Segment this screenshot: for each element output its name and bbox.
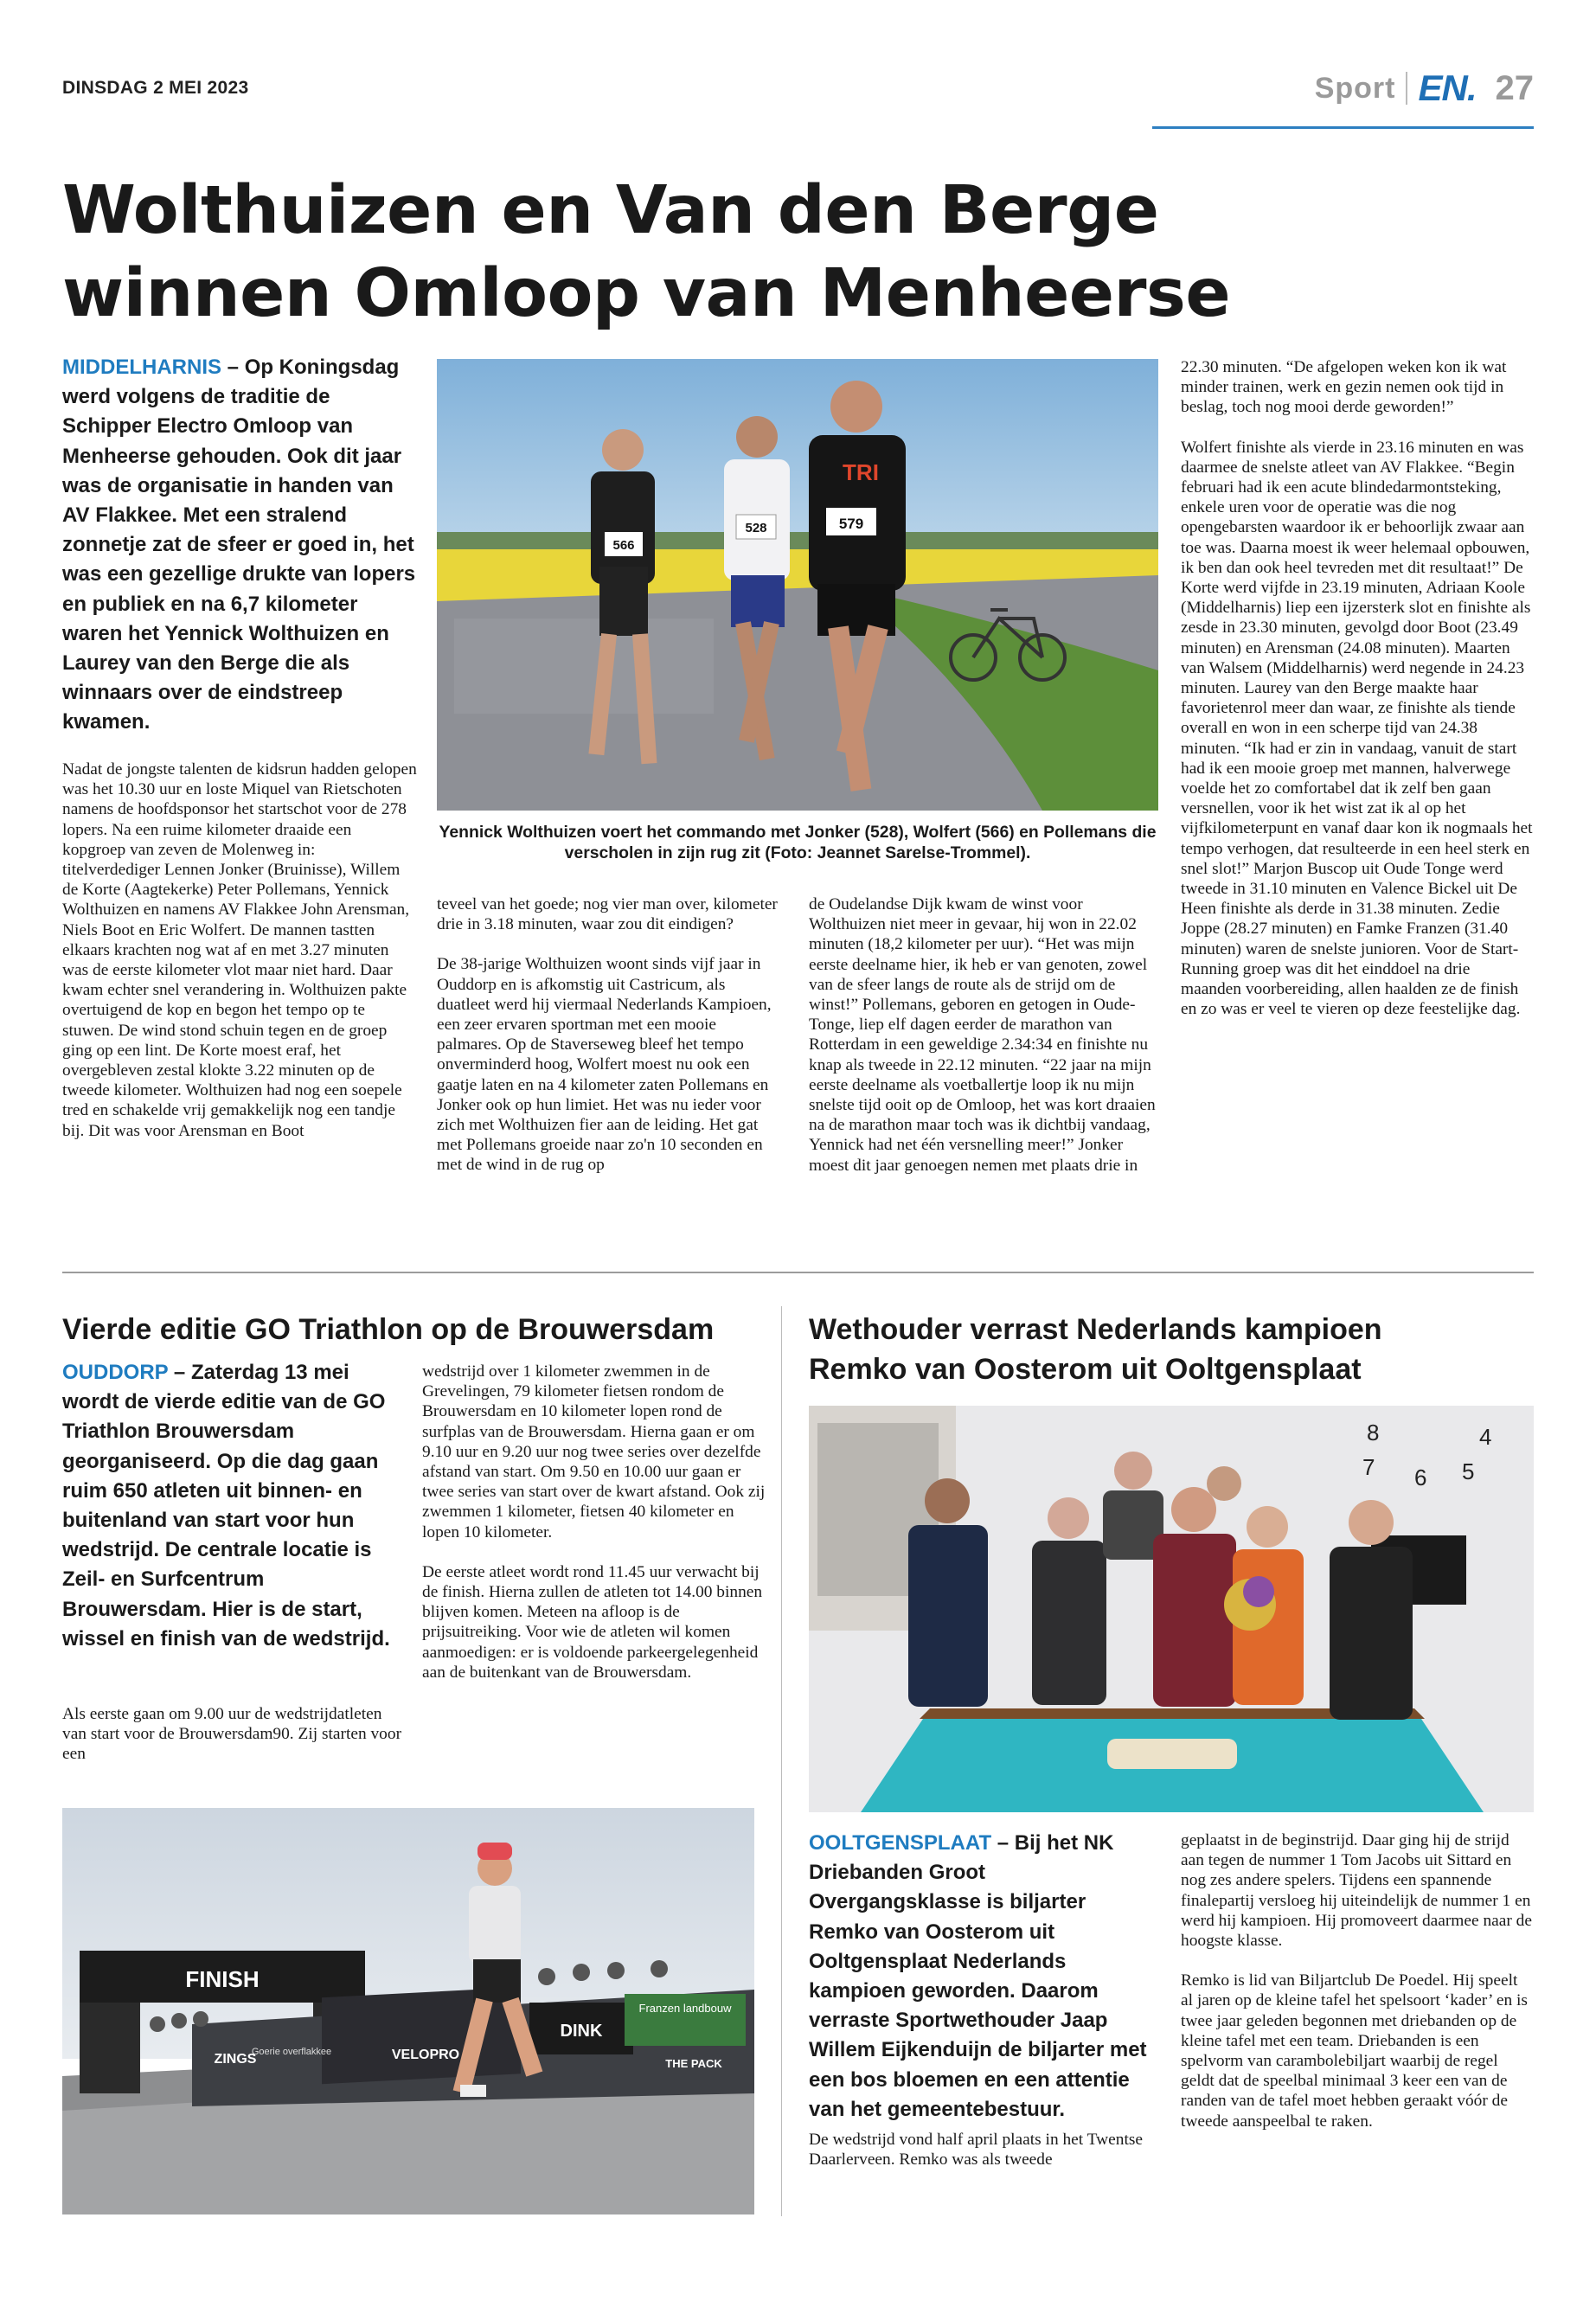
article1-col2-p2: De 38-jarige Wolthuizen woont sinds vijf jaar in Ouddorp en is afkomstig uit Castricum, als duatleet werd hij viermaal Nederlands Kampioen, een zeer ervaren sportman met een mooie palmares. Op de Staverseweg bleef het tempo onverminderd hoog, Wolfert moest nu ook een gaatje laten en na 4 kilometer zaten Pollemans en Jonker ook op hun limiet. Het was nu ieder voor zich met Wolthuizen fier aan de leiding. Het gat met Pollemans groeide naar zo'n 10 seconden en met de wind in de rug op (437, 955, 772, 1175)
article1-col4-p1: 22.30 minuten. “De afgelopen weken kon ik wat minder trainen, werk en gezin nemen ook tijd in beslag, toch nog mooi derde geworden!” (1181, 358, 1507, 417)
article3-col2-p1: geplaatst in de beginstrijd. Daar ging hij de strijd aan tegen de nummer 1 Tom Jacobs uit Sittard en nog zes andere spelers. Tijdens een spannende finalepartij versloeg hij uiteindelijk de nummer 1 en werd hij kampioen. Hij promoveert daarmee naar de hoogste klasse. (1181, 1831, 1532, 1951)
article3-headline-line-2: Remko van Oosterom uit Ooltgensplaat (809, 1353, 1362, 1386)
goerie-banner: Goerie overflakkee (251, 2047, 332, 2057)
wall-number-7: 7 (1362, 1454, 1375, 1480)
article1-col2-p1: teveel van het goede; nog vier man over, kilometer drie in 3.18 minuten, waar zou dit eindigen? (437, 895, 778, 934)
article1-col2 (437, 894, 780, 1176)
article2-col1-text: Als eerste gaan om 9.00 uur de wedstrijdatleten van start voor de Brouwersdam90. Zij starten voor een (62, 1705, 402, 1764)
article3-headline (809, 1310, 1535, 1389)
article1-col1 (62, 760, 417, 1141)
article3-kicker: OOLTGENSPLAAT (809, 1831, 992, 1855)
article2-col2-p2: De eerste atleet wordt rond 11.45 uur verwacht bij de finish. Hierna zullen de atleten tot 14.00 binnen blijven komen. Meteen na afloop is de prijsuitreiking. Voor wie de atleten wil komen aanmoedigen: er is voldoende parkeergelegenheid aan de buitenkant van de Brouwersdam. (422, 1562, 763, 1682)
wall-number-5: 5 (1462, 1458, 1475, 1484)
running-photo (437, 359, 1158, 811)
article3-col1 (809, 2130, 1155, 2170)
wall-number-6: 6 (1414, 1465, 1427, 1490)
article2-lead (62, 1358, 404, 1654)
bib-566: 566 (612, 538, 635, 553)
zings-banner: ZINGS (214, 2052, 257, 2067)
shirt-text: TRI (843, 459, 879, 485)
header-divider (1406, 72, 1407, 105)
article1-lead-text: – Op Koningsdag werd volgens de traditie de Schipper Electro Omloop van Menheerse gehouden. Ook dit jaar was de organisatie in handen van AV Flakkee. Met een stralend zonnetje zat de sfeer er goed in, het was een gezellige drukte van lopers en publiek en na 6,7 kilometer waren het Yennick Wolthuizen en Laurey van den Berge die als winnaars over de eindstreep kwamen. (62, 356, 416, 734)
wall-number-8: 8 (1367, 1420, 1380, 1445)
article1-col4 (1181, 357, 1534, 1020)
article2-lead-text: – Zaterdag 13 mei wordt de vierde editie van de GO Triathlon Brouwersdam georganiseerd. Op die dag gaan ruim 650 atleten uit binnen- en buitenland van start voor hun wedstrijd. De centrale locatie is Zeil- en Surfcentrum Brouwersdam. Hier is de start, wissel en finish van de wedstrijd. (62, 1361, 390, 1650)
article3-col2 (1181, 1830, 1534, 2131)
section-divider (62, 1272, 1534, 1273)
column-divider (781, 1306, 782, 2216)
article3-col2-p2: Remko is lid van Biljartclub De Poedel. Hij speelt al jaren op de kleine tafel het spelsoort ‘kader’ en is twee jaar geleden begonnen met driebanden op de kleine tafel met een team. Driebanden is een spelvorm van carambolebiljart waarbij de regel geldt dat de speelbal minimaal 3 keer een van de randen van de tafel moet hebben geraakt vóór de tweede aanspeelbal te raken. (1181, 1971, 1528, 2131)
thepack-banner: THE PACK (665, 2057, 722, 2070)
header-rule (1152, 126, 1534, 129)
article1-col3 (809, 894, 1158, 1176)
wall-number-4: 4 (1479, 1424, 1492, 1450)
article1-col3-text: de Oudelandse Dijk kwam de winst voor Wolthuizen niet meer in gevaar, hij won in 22.02 minuten (18,2 kilometer per uur). “Het was mijn eerste deelname hier, ik heb er van genoten, zowel van de sfeer langs de route als de strijd om de winst!” Pollemans, geboren en getogen in Oude-Tonge, liep elf dagen eerder de marathon van Rotterdam in een geweldige 2.34:34 en finishte nu knap als tweede in 22.12 minuten. “22 jaar na mijn eerste deelname als voetballertje loop ik nu mijn snelste tijd ooit op de Omloop, het was kort draaien na de marathon maar toch was ik dichtbij vandaag, Yennick had net één versnelling meer!” Jonker moest dit jaar genoegen nemen met plaats drie in (809, 895, 1156, 1175)
page-header-right (1315, 64, 1534, 112)
article3-col1-text: De wedstrijd vond half april plaats in het Twentse Daarlerveen. Remko was als tweede (809, 2131, 1144, 2170)
headline-line-2: winnen Omloop van Menheerse (62, 255, 1231, 332)
franzen-banner: Franzen landbouw (638, 2002, 732, 2015)
article1-col1-text: Nadat de jongste talenten de kidsrun hadden gelopen was het 10.30 uur en loste Miquel van Rietschoten namens de hoofdsponsor het startschot voor de 278 lopers. Na een ruime kilometer draaide een kopgroep van zeven de Molenweg in: titelverdediger Lennen Jonker (Bruinisse), Willem de Korte (Aagtekerke) Peter Pollemans, Yennick Wolthuizen en namens AV Flakkee John Arensman, Niels Boot en Eric Wolfert. De mannen tastten elkaars krachten nog wat af en met 3.27 minuten was de eerste kilometer vlot maar niet hard. Daar kwam echter snel verandering in. Wolthuizen pakte overtuigend de kop en begon het tempo op te stuwen. De wind stond schuin tegen en de groep ging op een lint. De Korte moest eraf, het overgebleven zestal klokte 3.22 minuten op de tweede kilometer. Wolthuizen had nog een soepele tred en schakelde vrij gemakkelijk nog een tandje bij. Dit was voor Arensman en Boot (62, 760, 417, 1140)
article2-headline: Vierde editie GO Triathlon op de Brouwersdam (62, 1313, 715, 1346)
article2-col1 (62, 1704, 404, 1765)
bib-579: 579 (838, 516, 864, 532)
headline-line-1: Wolthuizen en Van den Berge (62, 172, 1159, 249)
publication-logo: EN. (1418, 67, 1477, 108)
article3-lead-text: – Bij het NK Driebanden Groot Overgangsklasse is biljarter Remko van Oosterom uit Ooltgensplaat Nederlands kampioen geworden. Daarom verraste Sportwethouder Jaap Willem Eijkenduijn de biljarter met een bos bloemen en een attentie van het gemeentebestuur. (809, 1831, 1147, 2121)
issue-date: DINSDAG 2 MEI 2023 (62, 78, 249, 98)
main-headline (62, 170, 1273, 336)
article3-lead (809, 1829, 1155, 2125)
running-photo-caption: Yennick Wolthuizen voert het commando met Jonker (528), Wolfert (566) en Pollemans die verscholen in zijn rug zit (Foto: Jeannet Sarelse-Trommel). (439, 823, 1157, 862)
article2-col2-p1: wedstrijd over 1 kilometer zwemmen in de Grevelingen, 79 kilometer fietsen rondom de Brouwersdam en 10 kilometer lopen rond de surfplas van de Brouwersdam. Hierna gaan er om 9.10 uur en 9.20 uur nog twee series over dezelfde afstand van start. Om 9.50 en 10.00 uur gaan er twee series van start over de kwart afstand. Ook zij zwemmen 1 kilometer, fietsen 40 kilometer en lopen 10 kilometer. (422, 1362, 766, 1541)
article2-col2 (422, 1362, 768, 1682)
velopro-banner: VELOPRO (391, 2048, 460, 2062)
article1-lead (62, 353, 417, 738)
finish-banner: FINISH (185, 1966, 260, 1992)
article1-kicker: MIDDELHARNIS (62, 356, 221, 379)
page-number: 27 (1495, 68, 1534, 107)
triathlon-photo (62, 1808, 754, 2214)
billiards-photo (809, 1406, 1534, 1812)
bib-528: 528 (745, 521, 767, 535)
section-label: Sport (1314, 71, 1396, 105)
article1-col4-p2: Wolfert finishte als vierde in 23.16 minuten en was daarmee de snelste atleet van AV Flakkee. “Begin februari had ik een acute blindedarmontsteking, enkele uren voor de operatie was die nog opengebarsten waardoor ik er behoorlijk zwaar aan toe was. Daarna moest ik weer helemaal opbouwen, ik ben dan ook heel tevreden met dit resultaat!” De Korte werd vijfde in 23.19 minuten, Adriaan Koole (Middelharnis) liep een ijzersterk slot en finishte als zesde in 23.30 minuten, gevolgd door Boot (23.49 minuten) en Arensman (24.08 minuten). Maarten van Walsem (Middelharnis) werd negende in 24.23 minuten. Laurey van den Berge maakte haar favorietenrol meer dan waar, ze finishte als tiende overall en won in een scherpe tijd van 24.38 minuten. “Ik had er zin in vandaag, vanuit de start had ik een mooie groep met mannen, halverwege voelde het zo comfortabel dat ik zelf ben gaan versnellen, voor ik het wist zat ik al op het vijfkilometerpunt en vanaf daar kon ik nogmaals het tempo verhogen, dat resulteerde in een heel sterk en snel slot!” Marjon Buscop uit Oude Tonge werd tweede in 31.10 minuten en Valence Bickel uit De Heen finishte als derde in 31.38 minuten. Zedie Joppe (28.27 minuten) en Famke Franzen (31.40 minuten) waren de snelste junioren. Voor de Start-Running groep was dit het einddoel na drie maanden voorbereiding, allen haalden ze de finish en zo was er veel te vieren op deze feestelijke dag. (1181, 438, 1533, 1019)
article2-kicker: OUDDORP (62, 1361, 169, 1384)
dink-banner: DINK (560, 2022, 603, 2041)
article3-headline-line-1: Wethouder verrast Nederlands kampioen (809, 1313, 1382, 1346)
